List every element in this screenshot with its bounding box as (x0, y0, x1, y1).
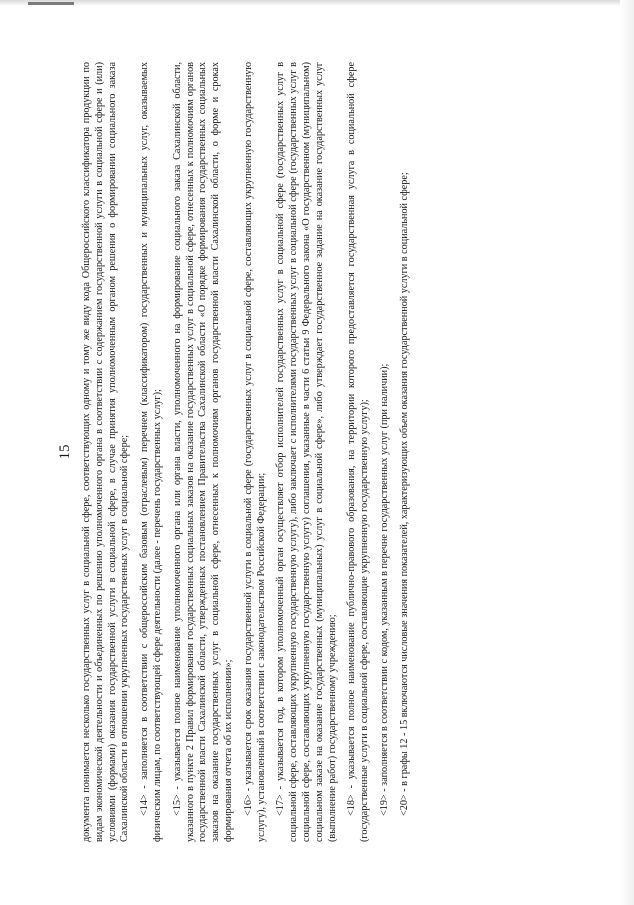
scan-edge-top (0, 0, 634, 6)
page-number: 15 (57, 444, 73, 460)
rotated-document-page (57, 62, 577, 842)
footnote-17: <17> - указывается год, в котором уполномоченный орган осуществляет отбор исполнителей государственных услуг в социальной сфере (государственных услуг в социальной сфере, составляющих укрупненную государственную услугу), либо заключает с исполнителями государственных услуг в социальной сфере (государственных услуг в социальной сфере, составляющих укрупненную государственную услугу) соглашения, указанные в части 6 статьи 9 Федерального закона «О государственном (муниципальном) социальном заказе на оказание государственных (муниципальных) услуг в социальной сфере», либо утверждает государственное задание на оказание государственных услуг (выполнение работ) государственному учреждению; (275, 62, 338, 842)
scan-edge-right (620, 0, 634, 905)
footnote-19: <19> - заполняется в соответствии с кодом, указанным в перечне государственных услуг (при наличии); (378, 363, 390, 816)
footnote-20: <20> - в графы 12 - 15 включаются числовые значения показателей, характеризующих объем оказания государственной услуги в социальной сфере; (398, 172, 410, 816)
document-body (81, 62, 412, 842)
footnote-15: <15> - указывается полное наименование уполномоченного органа или органа власти, уполномоченного на формирование социального заказа Сахалинской области, указанного в пункте 2 Правил формирования государственных социальных заказов на оказание государственных услуг в социальной сфере, отнесенных к полномочиям органов государственной власти Сахалинской области, утвержденных постановлением Правительства Сахалинской области «О порядке формирования государственных социальных заказов на оказание государственных услуг в социальной сфере, отнесенных к полномочиям органов государственной власти Сахалинской области, о форме и сроках формирования отчета об их исполнении»; (171, 62, 234, 842)
footnote-16: <16> - указывается срок оказания государственной услуги в социальной сфере (государственных услуг в социальной сфере, составляющих укрупненную государственную услугу), установленный в соответствии с законодательством Российской Федерации; (242, 62, 267, 842)
footnote-14: <14> - заполняется в соответствии с общероссийским базовым (отраслевым) перечнем (классификатором) государственных и муниципальных услуг, оказываемых физическим лицам, по соответствующей сфере деятельности (далее - перечень государственных услуг); (139, 62, 163, 842)
paragraph-continuation: документа понимается несколько государственных услуг в социальной сфере, соответствующих одному и тому же виду кода Общероссийского классификатора продукции по видам экономической деятельности и объединенных по решению уполномоченного органа в соответствии с содержанием государственной услуги в социальной сфере и (или) условиями (формами) оказания государственной услуги в социальной сфере, в случае принятия уполномоченным органом решения о формировании социального заказа Сахалинской области в отношении укрупненных государственных услуг в социальной сфере; (81, 62, 131, 842)
scan-corner-mark (28, 2, 74, 5)
footnote-18: <18> - указывается полное наименование публично-правового образования, на территории которого предоставляется государственная услуга в социальной сфере (государственные услуги в социальной сфере, составляющие укрупненную государственную услугу); (346, 62, 371, 842)
